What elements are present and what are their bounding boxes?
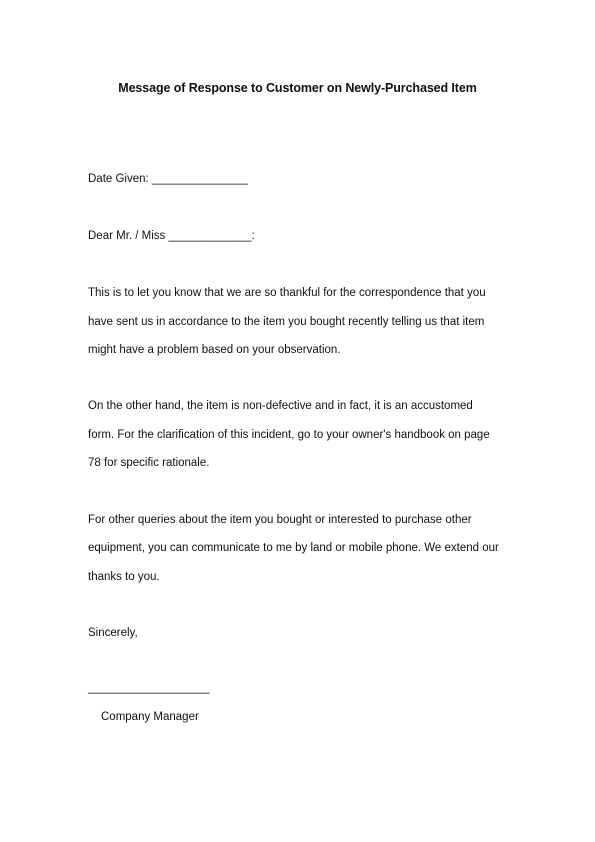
paragraph-2-line-3: 78 for specific rationale. [88, 457, 210, 469]
paragraph-1-line-3: might have a problem based on your observation. [88, 344, 341, 356]
date-line: Date Given: _______________ [88, 173, 248, 185]
paragraph-3-line-2: equipment, you can communicate to me by land or mobile phone. We extend our [88, 542, 499, 554]
paragraph-3-line-1: For other queries about the item you bought or interested to purchase other [88, 514, 472, 526]
paragraph-3-line-3: thanks to you. [88, 571, 160, 583]
paragraph-1-line-1: This is to let you know that we are so thankful for the correspondence that you [88, 287, 486, 299]
signature-line: ___________________ [88, 682, 210, 694]
signer-title: Company Manager [101, 711, 199, 723]
letter-title: Message of Response to Customer on Newly-Purchased Item [118, 81, 477, 95]
paragraph-1-line-2: have sent us in accordance to the item you bought recently telling us that item [88, 316, 485, 328]
paragraph-2-line-1: On the other hand, the item is non-defective and in fact, it is an accustomed [88, 400, 473, 412]
paragraph-2-line-2: form. For the clarification of this incident, go to your owner's handbook on page [88, 429, 490, 441]
closing: Sincerely, [88, 627, 138, 639]
salutation: Dear Mr. / Miss _____________: [88, 230, 255, 242]
